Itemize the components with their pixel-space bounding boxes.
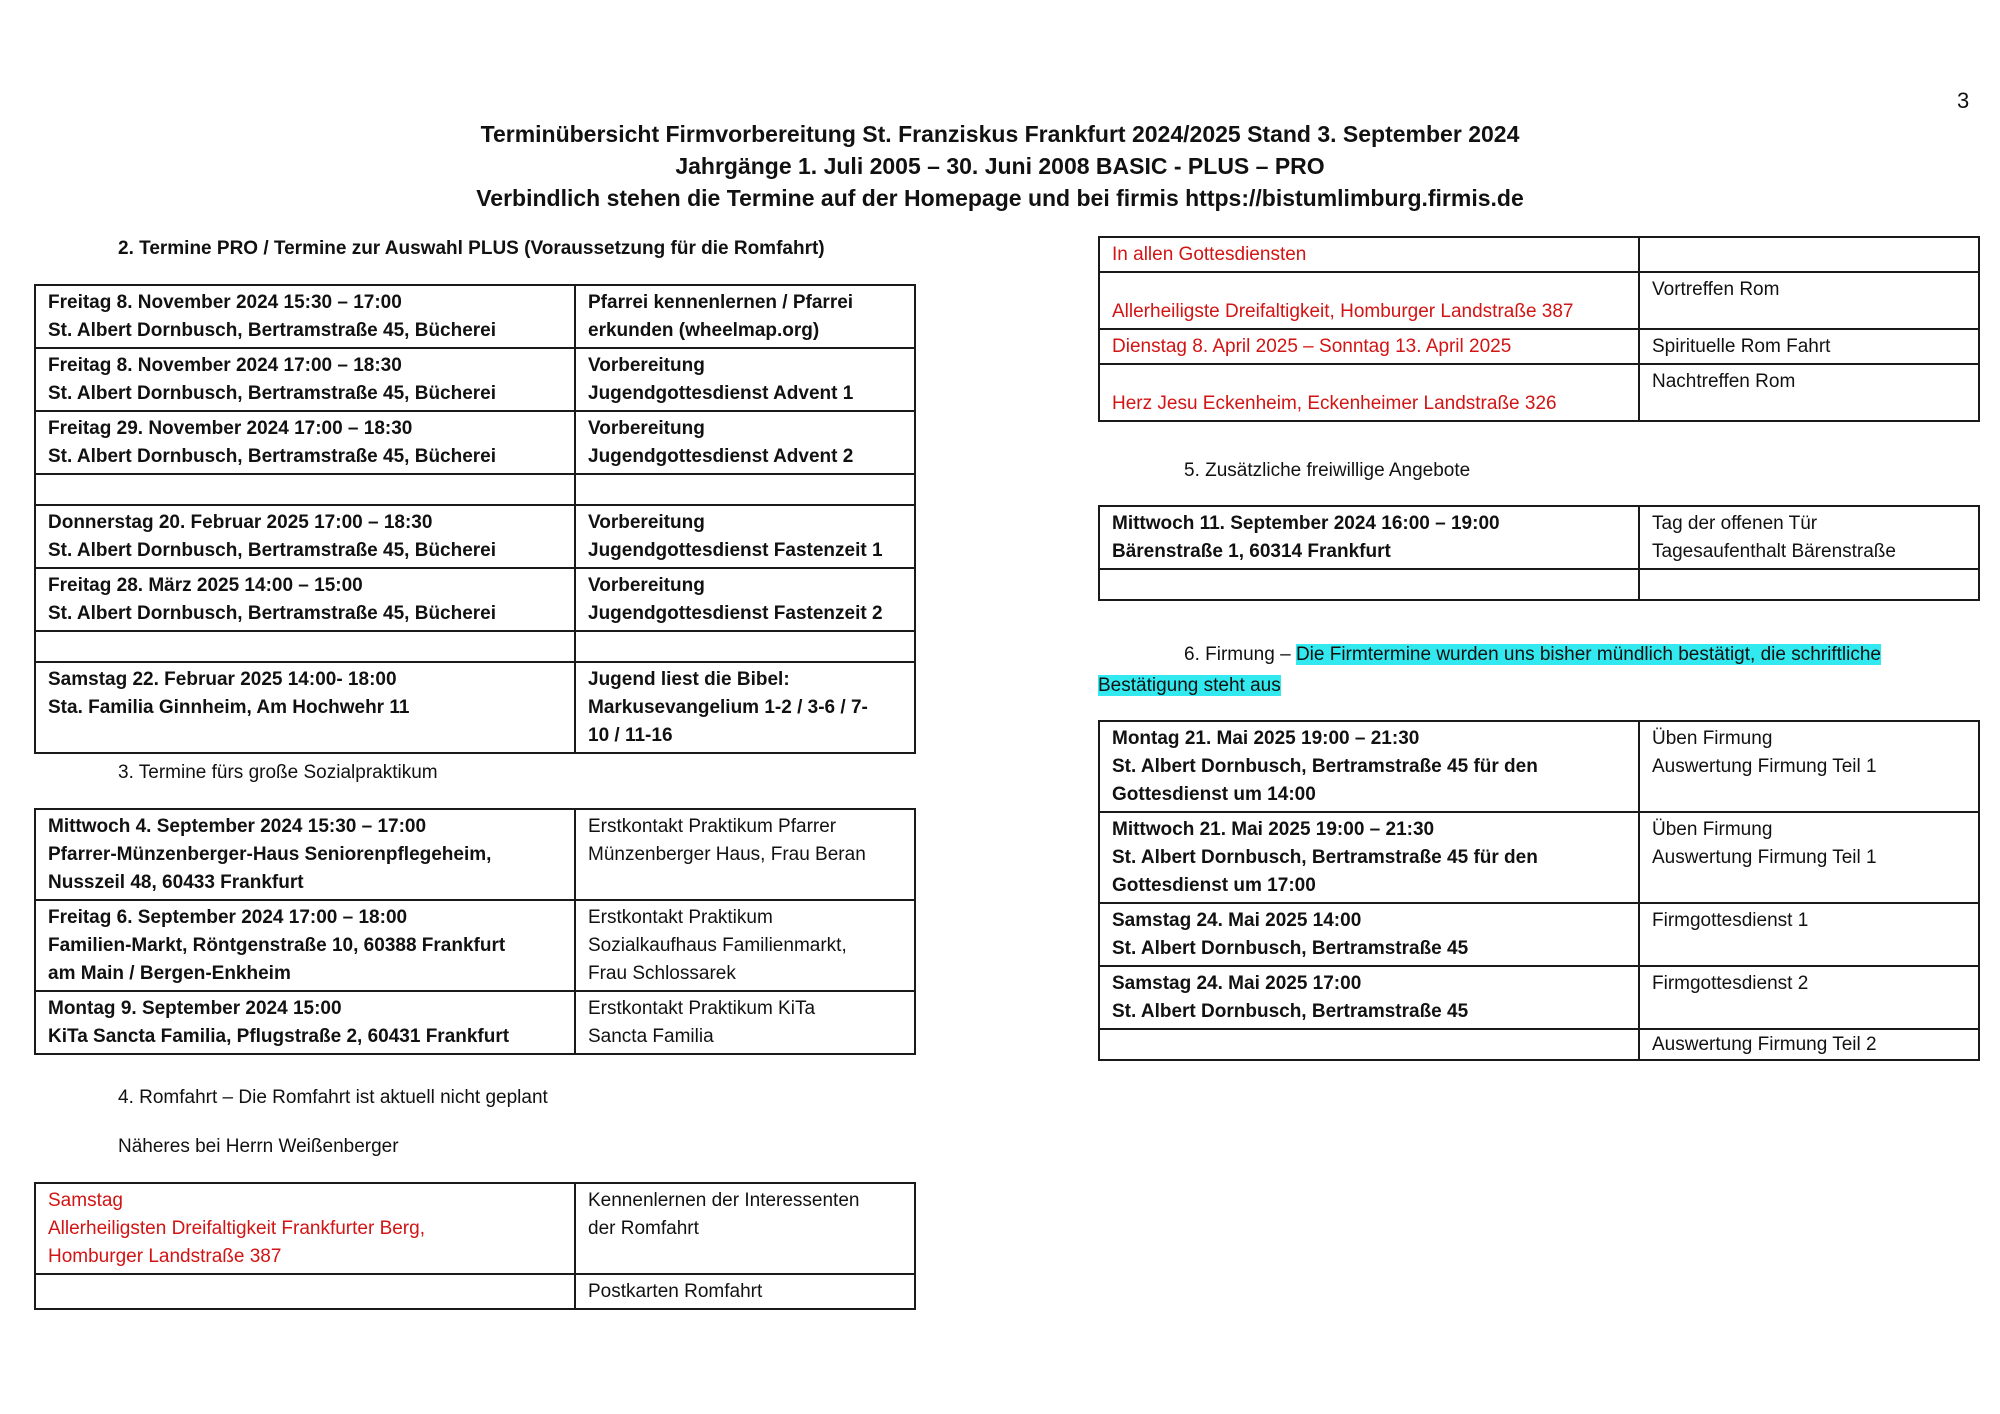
location-cell: St. Albert Dornbusch, Bertramstraße 45 für den: [1112, 847, 1538, 868]
date-cell: Dienstag 8. April 2025 – Sonntag 13. April 2025: [1112, 336, 1512, 357]
table-row: [1099, 329, 1979, 364]
table-row: Freitag 29. November 2024 17:00 – 18:30 St. Albert Dornbusch, Bertramstraße 45, Bücherei Vorbereitung Jugendgottesdienst Advent 2: [35, 411, 915, 474]
location-cell: St. Albert Dornbusch, Bertramstraße 45, Bücherei: [48, 320, 497, 341]
activity-cell: Nachtreffen Rom: [1652, 371, 1796, 392]
location-cell: St. Albert Dornbusch, Bertramstraße 45, Bücherei: [48, 603, 497, 624]
highlighted-notice-cont: Bestätigung steht aus: [1098, 675, 1281, 696]
header-title: Terminübersicht Firmvorbereitung St. Franziskus Frankfurt 2024/2025 Stand 3. September 2024: [480, 121, 1520, 147]
location-cell: St. Albert Dornbusch, Bertramstraße 45, Bücherei: [48, 383, 497, 404]
date-cell: Mittwoch 4. September 2024 15:30 – 17:00: [48, 816, 427, 837]
table-row: Freitag 28. März 2025 14:00 – 15:00 St. Albert Dornbusch, Bertramstraße 45, Bücherei Vorbereitung Jugendgottesdienst Fastenzeit 2: [35, 568, 915, 631]
activity-cell: Vortreffen Rom: [1652, 279, 1780, 300]
activity-cell: Firmgottesdienst 2: [1652, 973, 1809, 994]
table-row: Freitag 8. November 2024 17:00 – 18:30 St. Albert Dornbusch, Bertramstraße 45, Bücherei Vorbereitung Jugendgottesdienst Advent 1: [35, 348, 915, 411]
location-cell: Allerheiligsten Dreifaltigkeit Frankfurter Berg,: [48, 1218, 425, 1239]
section4-table: [34, 1182, 916, 1310]
date-cell: Samstag 24. Mai 2025 14:00: [1112, 910, 1362, 931]
table-row-empty: [35, 474, 915, 505]
date-cell: Donnerstag 20. Februar 2025 17:00 – 18:30: [48, 512, 433, 533]
header-notice: Verbindlich stehen die Termine auf der Homepage und bei firmis https://bistumlimburg.firmis.de: [476, 185, 1524, 211]
table-row: Samstag 22. Februar 2025 14:00- 18:00 Sta. Familia Ginnheim, Am Hochwehr 11 Jugend liest die Bibel: Markusevangelium 1-2 / 3-6 / 7- 10 / 11-16: [35, 662, 915, 753]
table-row: [1099, 903, 1979, 966]
page-number: 3: [1957, 88, 1970, 113]
activity-cell: Pfarrei kennenlernen / Pfarrei: [588, 292, 854, 313]
table-row: Samstag Allerheiligsten Dreifaltigkeit Frankfurter Berg, Homburger Landstraße 387 Kennenlernen der Interessenten der Romfahrt: [35, 1183, 915, 1274]
date-cell: Freitag 28. März 2025 14:00 – 15:00: [48, 575, 363, 596]
table-row: Freitag 6. September 2024 17:00 – 18:00 Familien-Markt, Röntgenstraße 10, 60388 Frankfurt am Main / Bergen-Enkheim Erstkontakt Praktikum Sozialkaufhaus Familienmarkt, Frau Schlossarek: [35, 900, 915, 991]
activity-cell: Erstkontakt Praktikum: [588, 907, 773, 928]
activity-cell: Vorbereitung: [588, 418, 705, 439]
table-row: Donnerstag 20. Februar 2025 17:00 – 18:30 St. Albert Dornbusch, Bertramstraße 45, Bücherei Vorbereitung Jugendgottesdienst Fastenzeit 1: [35, 505, 915, 568]
activity-cell: Erstkontakt Praktikum Pfarrer: [588, 816, 837, 837]
date-cell: Freitag 29. November 2024 17:00 – 18:30: [48, 418, 413, 439]
activity-cell: Üben Firmung: [1652, 819, 1773, 840]
table-row: Mittwoch 4. September 2024 15:30 – 17:00 Pfarrer-Münzenberger-Haus Seniorenpflegeheim, Nusszeil 48, 60433 Frankfurt Erstkontakt Praktikum Pfarrer Münzenberger Haus, Frau Beran: [35, 809, 915, 900]
table-row: [1099, 237, 1979, 272]
table-row: [1099, 364, 1979, 421]
date-cell: Samstag: [48, 1190, 123, 1211]
location-cell: St. Albert Dornbusch, Bertramstraße 45, Bücherei: [48, 446, 497, 467]
section2-table: [34, 284, 916, 754]
location-cell: St. Albert Dornbusch, Bertramstraße 45: [1112, 1001, 1469, 1022]
activity-cell: Erstkontakt Praktikum KiTa: [588, 998, 816, 1019]
table-row: [1099, 272, 1979, 329]
document-header: [300, 118, 1700, 214]
location-cell: St. Albert Dornbusch, Bertramstraße 45 für den: [1112, 756, 1538, 777]
location-cell: Herz Jesu Eckenheim, Eckenheimer Landstraße 326: [1112, 393, 1557, 414]
table-row-empty: [35, 631, 915, 662]
section6-heading: 6. Firmung – Die Firmtermine wurden uns bisher mündlich bestätigt, die schriftliche Bestätigung steht aus: [1098, 644, 1881, 696]
location-cell: Bärenstraße 1, 60314 Frankfurt: [1112, 541, 1391, 562]
location-cell: Pfarrer-Münzenberger-Haus Seniorenpflegeheim,: [48, 844, 492, 865]
date-cell: Mittwoch 21. Mai 2025 19:00 – 21:30: [1112, 819, 1435, 840]
section3-heading: 3. Termine fürs große Sozialpraktikum: [118, 762, 438, 783]
activity-cell: Vorbereitung: [588, 512, 705, 533]
activity-cell: Vorbereitung: [588, 575, 705, 596]
date-cell: Samstag 24. Mai 2025 17:00: [1112, 973, 1362, 994]
activity-cell: Tag der offenen Tür: [1652, 513, 1818, 534]
activity-cell: Postkarten Romfahrt: [588, 1281, 763, 1302]
rome-table: [1098, 236, 1980, 422]
section6-table: [1098, 720, 1980, 1061]
location-cell: Familien-Markt, Röntgenstraße 10, 60388 Frankfurt: [48, 935, 506, 956]
date-cell: Freitag 6. September 2024 17:00 – 18:00: [48, 907, 408, 928]
location-cell: St. Albert Dornbusch, Bertramstraße 45, Bücherei: [48, 540, 497, 561]
activity-cell: Jugend liest die Bibel:: [588, 669, 790, 690]
table-row: [35, 1274, 915, 1309]
header-subtitle: Jahrgänge 1. Juli 2005 – 30. Juni 2008 BASIC - PLUS – PRO: [675, 153, 1325, 179]
activity-cell: Üben Firmung: [1652, 728, 1773, 749]
section5-table: [1098, 505, 1980, 601]
table-row: Montag 21. Mai 2025 19:00 – 21:30 St. Albert Dornbusch, Bertramstraße 45 für den Gottesdienst um 14:00 Üben Firmung Auswertung Firmung Teil 1: [1099, 721, 1979, 812]
activity-cell: Vorbereitung: [588, 355, 705, 376]
activity-cell: Kennenlernen der Interessenten: [588, 1190, 860, 1211]
activity-cell: Spirituelle Rom Fahrt: [1652, 336, 1831, 357]
location-cell: Allerheiligste Dreifaltigkeit, Homburger Landstraße 387: [1112, 301, 1574, 322]
table-row: [1099, 966, 1979, 1029]
activity-cell: Auswertung Firmung Teil 2: [1652, 1034, 1877, 1055]
activity-cell: Firmgottesdienst 1: [1652, 910, 1809, 931]
location-cell: St. Albert Dornbusch, Bertramstraße 45: [1112, 938, 1469, 959]
table-row: Mittwoch 21. Mai 2025 19:00 – 21:30 St. Albert Dornbusch, Bertramstraße 45 für den Gottesdienst um 17:00 Üben Firmung Auswertung Firmung Teil 1: [1099, 812, 1979, 903]
date-cell: Freitag 8. November 2024 15:30 – 17:00: [48, 292, 402, 313]
date-cell: Freitag 8. November 2024 17:00 – 18:30: [48, 355, 402, 376]
date-cell: Montag 9. September 2024 15:00: [48, 998, 342, 1019]
table-row: [1099, 1029, 1979, 1060]
table-row-empty: [1099, 569, 1979, 600]
section5-heading: 5. Zusätzliche freiwillige Angebote: [1184, 460, 1471, 481]
date-cell: Mittwoch 11. September 2024 16:00 – 19:00: [1112, 513, 1500, 534]
section4-heading: 4. Romfahrt – Die Romfahrt ist aktuell nicht geplant: [118, 1087, 548, 1108]
date-cell: Montag 21. Mai 2025 19:00 – 21:30: [1112, 728, 1420, 749]
table-row: Freitag 8. November 2024 15:30 – 17:00 St. Albert Dornbusch, Bertramstraße 45, Bücherei Pfarrei kennenlernen / Pfarrei erkunden (wheelmap.org): [35, 285, 915, 348]
table-row: Montag 9. September 2024 15:00 KiTa Sancta Familia, Pflugstraße 2, 60431 Frankfurt Erstkontakt Praktikum KiTa Sancta Familia: [35, 991, 915, 1054]
section4-note: Näheres bei Herrn Weißenberger: [118, 1136, 399, 1157]
location-cell: Sta. Familia Ginnheim, Am Hochwehr 11: [48, 697, 410, 718]
location-cell: KiTa Sancta Familia, Pflugstraße 2, 60431 Frankfurt: [48, 1026, 510, 1047]
highlighted-notice: Die Firmtermine wurden uns bisher mündlich bestätigt, die schriftliche: [1295, 644, 1881, 665]
date-cell: Samstag 22. Februar 2025 14:00- 18:00: [48, 669, 397, 690]
location-cell: In allen Gottesdiensten: [1112, 244, 1307, 265]
section2-heading: 2. Termine PRO / Termine zur Auswahl PLUS (Voraussetzung für die Romfahrt): [118, 238, 825, 259]
section3-table: [34, 808, 916, 1055]
table-row: Mittwoch 11. September 2024 16:00 – 19:00 Bärenstraße 1, 60314 Frankfurt Tag der offenen Tür Tagesaufenthalt Bärenstraße: [1099, 506, 1979, 569]
